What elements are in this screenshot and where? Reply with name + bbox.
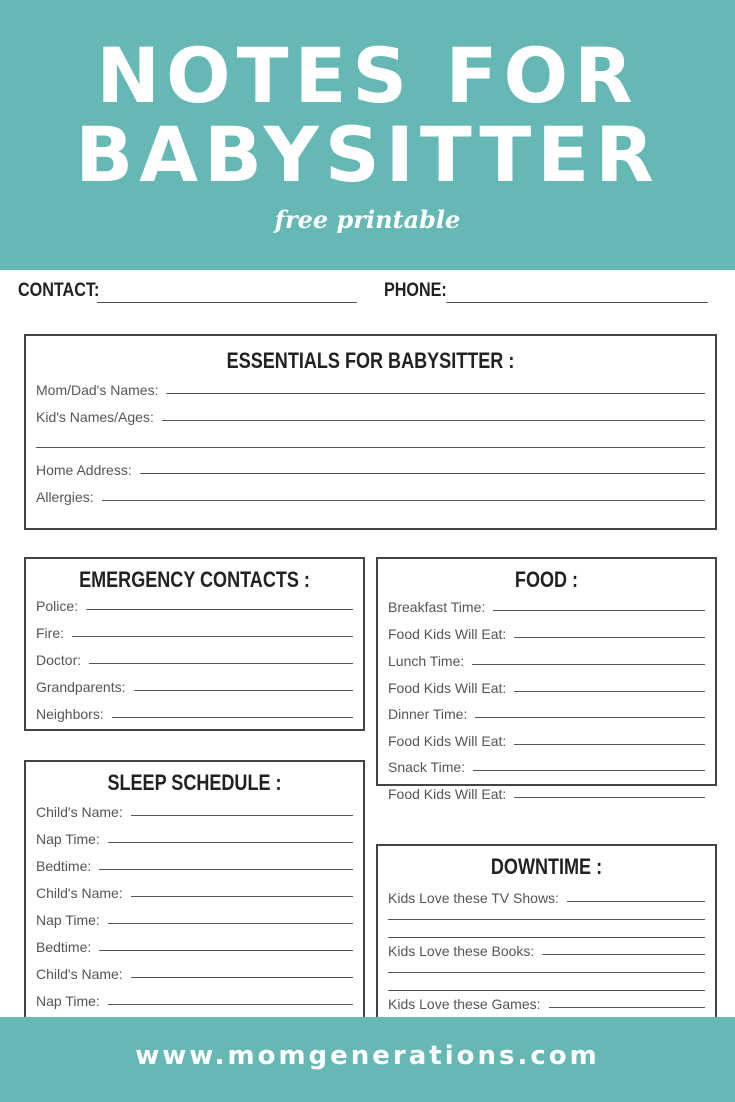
sleep-field (36, 989, 353, 1009)
write-line (131, 896, 353, 897)
write-line (140, 473, 705, 474)
field-label: Bedtime: (36, 939, 92, 955)
phone-label: PHONE: (384, 280, 447, 301)
field-label: Child's Name: (36, 966, 123, 982)
field-label: Allergies: (36, 489, 94, 505)
write-line (493, 610, 705, 611)
write-line (162, 420, 705, 421)
field-label: Nap Time: (36, 912, 100, 928)
essentials-field (36, 405, 705, 425)
downtime-title: DOWNTIME : (490, 854, 603, 879)
write-line (108, 842, 353, 843)
food-field (388, 676, 705, 696)
sleep-field (36, 854, 353, 874)
write-line (549, 1007, 705, 1008)
food-field (388, 649, 705, 669)
essentials-field (36, 378, 705, 398)
field-label: Kids Love these Books: (388, 943, 535, 959)
field-label: Food Kids Will Eat: (388, 626, 507, 642)
food-section (376, 557, 717, 802)
field-label: Kids Love these TV Shows: (388, 890, 559, 906)
essentials-section (24, 334, 717, 530)
write-line (514, 797, 705, 798)
food-field (388, 782, 705, 802)
sleep-field (36, 881, 353, 901)
field-label: Home Address: (36, 462, 132, 478)
field-label: Bedtime: (36, 858, 92, 874)
write-line (388, 919, 705, 920)
food-field (388, 755, 705, 775)
write-line (473, 770, 705, 771)
write-line (131, 977, 353, 978)
field-label: Child's Name: (36, 885, 123, 901)
sleep-field (36, 962, 353, 982)
food-field (388, 702, 705, 722)
write-line (99, 869, 353, 870)
footer-banner (0, 1017, 735, 1102)
write-line (567, 901, 705, 902)
write-line (108, 923, 353, 924)
field-label: Fire: (36, 625, 64, 641)
write-line (134, 690, 354, 691)
essentials-title: ESSENTIALS FOR BABYSITTER : (226, 348, 515, 373)
emergency-title: EMERGENCY CONTACTS : (79, 567, 310, 592)
field-label: Kid's Names/Ages: (36, 409, 154, 425)
sleep-title: SLEEP SCHEDULE : (107, 770, 282, 795)
page-title-line-1: NOTES FOR (96, 31, 639, 120)
write-line (542, 954, 705, 955)
field-label: Food Kids Will Eat: (388, 733, 507, 749)
write-line (388, 972, 705, 973)
emergency-field (36, 702, 353, 722)
field-label: Neighbors: (36, 706, 104, 722)
website-url: www.momgenerations.com (135, 1041, 600, 1071)
header-banner (0, 0, 735, 270)
emergency-field (36, 594, 353, 614)
field-label: Lunch Time: (388, 653, 465, 669)
write-line (514, 744, 705, 745)
field-label: Nap Time: (36, 831, 100, 847)
field-label: Breakfast Time: (388, 599, 486, 615)
write-line (86, 609, 353, 610)
write-line (166, 393, 705, 394)
essentials-field (36, 458, 705, 478)
food-field (388, 729, 705, 749)
field-label: Mom/Dad's Names: (36, 382, 159, 398)
write-line (102, 500, 705, 501)
downtime-section (376, 844, 717, 1017)
write-line (472, 664, 705, 665)
downtime-field (388, 957, 705, 977)
write-line (514, 691, 705, 692)
phone-line (446, 302, 708, 303)
field-label: Snack Time: (388, 759, 466, 775)
field-label: Kids Love these Games: (388, 996, 541, 1012)
write-line (475, 717, 705, 718)
emergency-field (36, 648, 353, 668)
downtime-field (388, 886, 705, 906)
printable-sheet (0, 270, 735, 1017)
write-line (36, 447, 705, 448)
sleep-field (36, 908, 353, 928)
sleep-field (36, 827, 353, 847)
field-label: Police: (36, 598, 79, 614)
write-line (72, 636, 353, 637)
food-field (388, 622, 705, 642)
write-line (514, 637, 705, 638)
emergency-field (36, 621, 353, 641)
page-title-line-2: BABYSITTER (75, 110, 660, 199)
food-title: FOOD : (514, 567, 579, 592)
essentials-field (36, 432, 705, 452)
write-line (89, 663, 353, 664)
field-label: Doctor: (36, 652, 82, 668)
contact-label: CONTACT: (18, 280, 100, 301)
write-line (388, 990, 705, 991)
write-line (388, 937, 705, 938)
downtime-field (388, 992, 705, 1012)
field-label: Nap Time: (36, 993, 100, 1009)
field-label: Dinner Time: (388, 706, 468, 722)
sleep-schedule-section (24, 760, 365, 1017)
emergency-field (36, 675, 353, 695)
food-field (388, 595, 705, 615)
emergency-contacts-section (24, 557, 365, 731)
write-line (99, 950, 353, 951)
field-label: Food Kids Will Eat: (388, 680, 507, 696)
downtime-field (388, 904, 705, 924)
essentials-field (36, 485, 705, 505)
field-label: Grandparents: (36, 679, 126, 695)
contact-line (97, 302, 357, 303)
sleep-field (36, 935, 353, 955)
write-line (108, 1004, 353, 1005)
downtime-field (388, 939, 705, 959)
write-line (131, 815, 353, 816)
field-label: Food Kids Will Eat: (388, 786, 507, 802)
page-subtitle: free printable (274, 205, 461, 234)
field-label: Child's Name: (36, 804, 123, 820)
sleep-field (36, 800, 353, 820)
write-line (112, 717, 353, 718)
